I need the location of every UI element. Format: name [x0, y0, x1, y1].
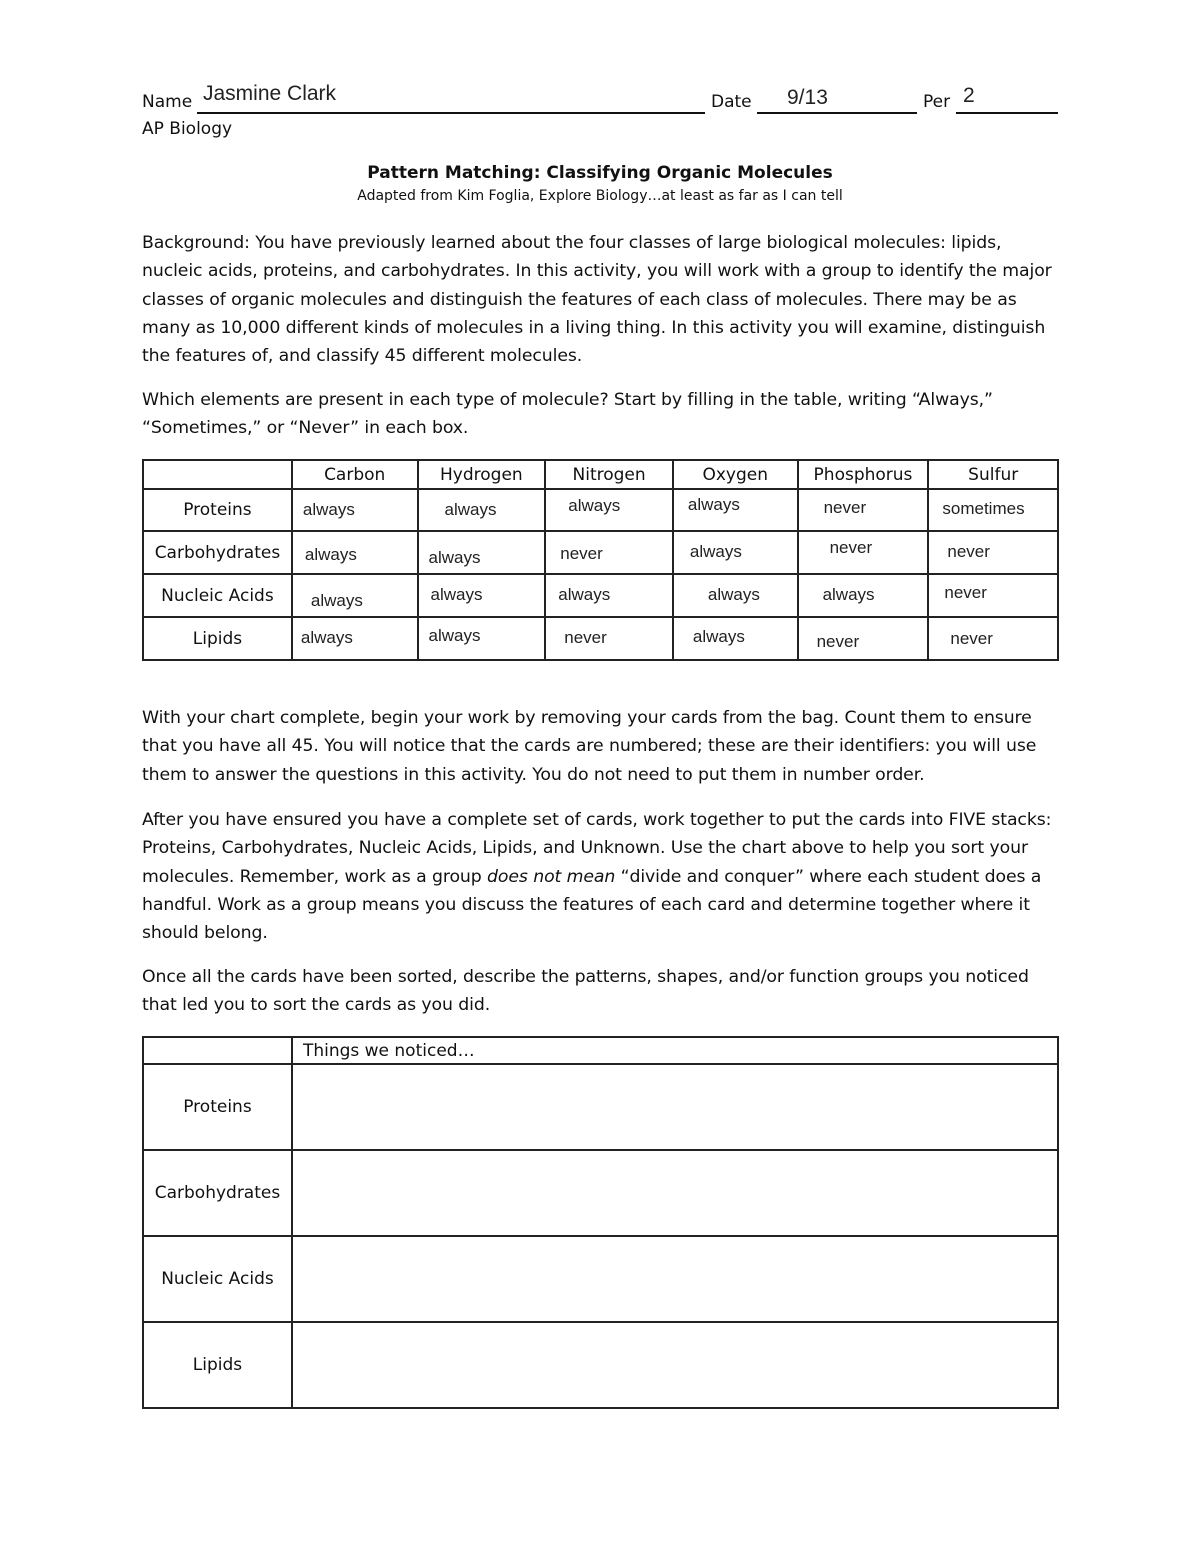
date-field[interactable]: 9/13	[787, 86, 828, 109]
notice-cell[interactable]	[292, 1064, 1058, 1150]
background-paragraph	[142, 229, 1067, 370]
answer-text: never	[950, 629, 993, 648]
answer-text: always	[302, 500, 355, 519]
answer-text: always	[822, 585, 875, 604]
notice-cell[interactable]	[292, 1150, 1058, 1236]
row-label: Proteins	[143, 489, 292, 531]
cards-paragraph	[142, 704, 1067, 789]
answer-cell[interactable]	[928, 531, 1058, 574]
column-header: Phosphorus	[798, 460, 929, 489]
table-row	[143, 531, 1058, 574]
answer-cell[interactable]	[798, 574, 929, 617]
notice-cell[interactable]	[292, 1236, 1058, 1322]
answer-cell[interactable]	[418, 489, 546, 531]
column-header: Nitrogen	[545, 460, 673, 489]
sort-text	[142, 806, 1067, 947]
answer-cell[interactable]	[673, 574, 798, 617]
table-row	[143, 1236, 1058, 1322]
answer-text: always	[558, 585, 611, 604]
per-field[interactable]: 2	[963, 84, 975, 107]
cards-text: With your chart complete, begin your work by removing your cards from the bag. Count them to ensure that you have all 45. You will notice that the cards are numbered; these are their identifiers: you will use them to answer the questions in this activity. You do not need to put them in number order.	[142, 708, 1037, 785]
notice-header: Things we noticed…	[292, 1037, 1058, 1064]
answer-cell[interactable]	[292, 489, 418, 531]
answer-cell[interactable]	[928, 489, 1058, 531]
sort-text-emphasis: does not mean	[487, 866, 616, 887]
answer-text: never	[564, 628, 607, 647]
answer-text: never	[560, 544, 603, 563]
answer-cell[interactable]	[798, 617, 929, 660]
answer-text: always	[428, 548, 481, 567]
answer-cell[interactable]	[292, 531, 418, 574]
notice-table	[142, 1036, 1059, 1409]
patterns-paragraph	[142, 963, 1067, 1020]
answer-text: always	[310, 591, 363, 610]
row-label: Lipids	[143, 1322, 292, 1408]
answer-cell[interactable]	[928, 574, 1058, 617]
answer-cell[interactable]	[545, 574, 673, 617]
sort-text-before: After you have ensured you have a complete set of cards, work together to put the cards into FIVE stacks: Proteins, Carbohydrates, Nucleic Acids, Lipids, and Unknown. Use the chart above to help you sort your molecules. Remember, work as a group	[142, 810, 1052, 887]
row-label: Nucleic Acids	[143, 1236, 292, 1322]
answer-text: never	[823, 498, 867, 517]
page-subtitle: Adapted from Kim Foglia, Explore Biology…at least as far as I can tell	[357, 188, 843, 204]
answer-text: always	[428, 626, 481, 645]
answer-text: always	[304, 545, 357, 564]
answer-text: never	[947, 542, 990, 561]
column-header: Sulfur	[928, 460, 1058, 489]
answer-text: always	[568, 496, 621, 515]
notice-cell[interactable]	[292, 1322, 1058, 1408]
elements-table-header	[143, 460, 1058, 489]
elements-table	[142, 459, 1059, 661]
background-text: Background: You have previously learned about the four classes of large biological molecules: lipids, nucleic acids, proteins, and carbohydrates. In this activity, you will work with a group to identify the major classes of organic molecules and distinguish the features of each class of molecules. There may be as many as 10,000 different kinds of molecules in a living thing. In this activity you will examine, distinguish the features of, and classify 45 different molecules.	[142, 233, 1052, 367]
row-label: Lipids	[143, 617, 292, 660]
answer-cell[interactable]	[928, 617, 1058, 660]
table-row	[143, 1150, 1058, 1236]
name-label: Name	[142, 92, 193, 112]
answer-cell[interactable]	[673, 531, 798, 574]
table-row	[143, 489, 1058, 531]
answer-cell[interactable]	[292, 617, 418, 660]
per-underline	[956, 112, 1058, 114]
date-label: Date	[711, 92, 752, 112]
table-row	[143, 574, 1058, 617]
sort-paragraph	[142, 806, 1067, 947]
patterns-text: Once all the cards have been sorted, describe the patterns, shapes, and/or function groups you noticed that led you to sort the cards as you did.	[142, 967, 1029, 1016]
column-header: Oxygen	[673, 460, 798, 489]
corner-cell	[143, 1037, 292, 1064]
answer-text: never	[816, 632, 860, 651]
answer-text: always	[707, 585, 760, 604]
row-label: Carbohydrates	[143, 1150, 292, 1236]
answer-text: always	[689, 542, 742, 561]
answer-cell[interactable]	[292, 574, 418, 617]
answer-cell[interactable]	[545, 617, 673, 660]
elements-question-text: Which elements are present in each type of molecule? Start by filling in the table, writing “Always,” “Sometimes,” or “Never” in each box.	[142, 390, 993, 439]
table-row	[143, 1322, 1058, 1408]
name-field[interactable]: Jasmine Clark	[203, 82, 337, 105]
row-label: Proteins	[143, 1064, 292, 1150]
answer-cell[interactable]	[545, 489, 673, 531]
answer-cell[interactable]	[418, 574, 546, 617]
answer-cell[interactable]	[545, 531, 673, 574]
answer-cell[interactable]	[798, 489, 929, 531]
row-label: Nucleic Acids	[143, 574, 292, 617]
page-title: Pattern Matching: Classifying Organic Molecules	[367, 163, 833, 183]
name-underline	[197, 112, 705, 114]
answer-text: always	[300, 628, 353, 647]
column-header: Carbon	[292, 460, 418, 489]
answer-cell[interactable]	[798, 531, 929, 574]
answer-text: never	[829, 538, 873, 557]
elements-question	[142, 386, 1042, 443]
answer-text: sometimes	[942, 499, 1025, 518]
answer-text: always	[687, 495, 740, 514]
answer-cell[interactable]	[418, 531, 546, 574]
corner-cell	[143, 460, 292, 489]
answer-cell[interactable]	[673, 617, 798, 660]
row-label: Carbohydrates	[143, 531, 292, 574]
answer-cell[interactable]	[673, 489, 798, 531]
date-underline	[757, 112, 917, 114]
sort-text-after: “divide and conquer” where each student does a handful. Work as a group means you discuss the features of each card and determine together where it should belong.	[142, 866, 1042, 944]
answer-text: always	[444, 500, 497, 519]
table-row	[143, 1064, 1058, 1150]
course-label: AP Biology	[142, 119, 233, 139]
column-header: Hydrogen	[418, 460, 546, 489]
answer-text: never	[944, 583, 987, 602]
table-row	[143, 617, 1058, 660]
notice-table-header	[143, 1037, 1058, 1064]
answer-text: always	[430, 585, 483, 604]
per-label: Per	[923, 92, 951, 112]
answer-text: always	[692, 627, 745, 646]
answer-cell[interactable]	[418, 617, 546, 660]
